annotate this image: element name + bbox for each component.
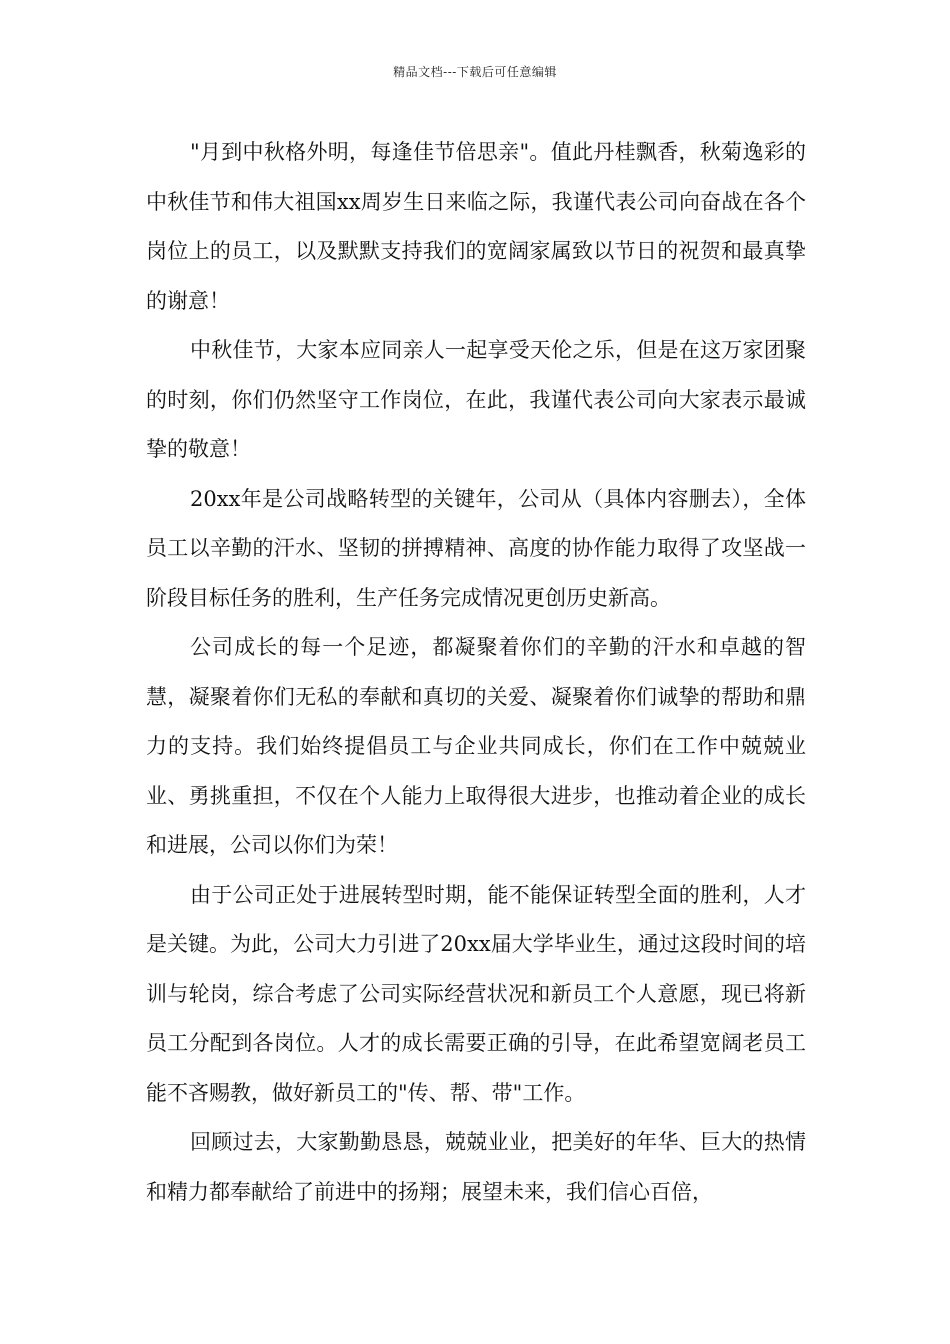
paragraph-4: 公司成长的每一个足迹，都凝聚着你们的辛勤的汗水和卓越的智慧，凝聚着你们无私的奉献和真切的关爱、凝聚着你们诚挚的帮助和鼎力的支持。我们始终提倡员工与企业共同成长，你们在工作中兢兢业业、勇挑重担，不仅在个人能力上取得很大进步，也推动着企业的成长和进展，公司以你们为荣！ <box>146 635 806 857</box>
paragraph-2: 中秋佳节，大家本应同亲人一起享受天伦之乐，但是在这万家团聚的时刻，你们仍然坚守工作岗位，在此，我谨代表公司向大家表示最诚挚的敬意！ <box>146 338 806 461</box>
paragraph-5: 由于公司正处于进展转型时期，能不能保证转型全面的胜利，人才是关键。为此，公司大力引进了20xx届大学毕业生，通过这段时间的培训与轮岗，综合考虑了公司实际经营状况和新员工个人意愿，现已将新员工分配到各岗位。人才的成长需要正确的引导，在此希望宽阔老员工能不吝赐教，做好新员工的"传、帮、带"工作。 <box>146 882 806 1105</box>
paragraph-6: 回顾过去，大家勤勤恳恳，兢兢业业，把美好的年华、巨大的热情和精力都奉献给了前进中的扬翔；展望未来，我们信心百倍， <box>146 1130 806 1204</box>
document-body <box>146 128 806 1217</box>
page-header: 精品文档---下载后可任意编辑 <box>393 65 557 79</box>
paragraph-1: "月到中秋格外明，每逢佳节倍思亲"。值此丹桂飘香，秋菊逸彩的中秋佳节和伟大祖国xx周岁生日来临之际，我谨代表公司向奋战在各个岗位上的员工，以及默默支持我们的宽阔家属致以节日的祝贺和最真挚的谢意！ <box>146 140 806 313</box>
paragraph-3: 20xx年是公司战略转型的关键年，公司从（具体内容删去），全体员工以辛勤的汗水、坚韧的拼搏精神、高度的协作能力取得了攻坚战一阶段目标任务的胜利，生产任务完成情况更创历史新高。 <box>146 486 806 610</box>
